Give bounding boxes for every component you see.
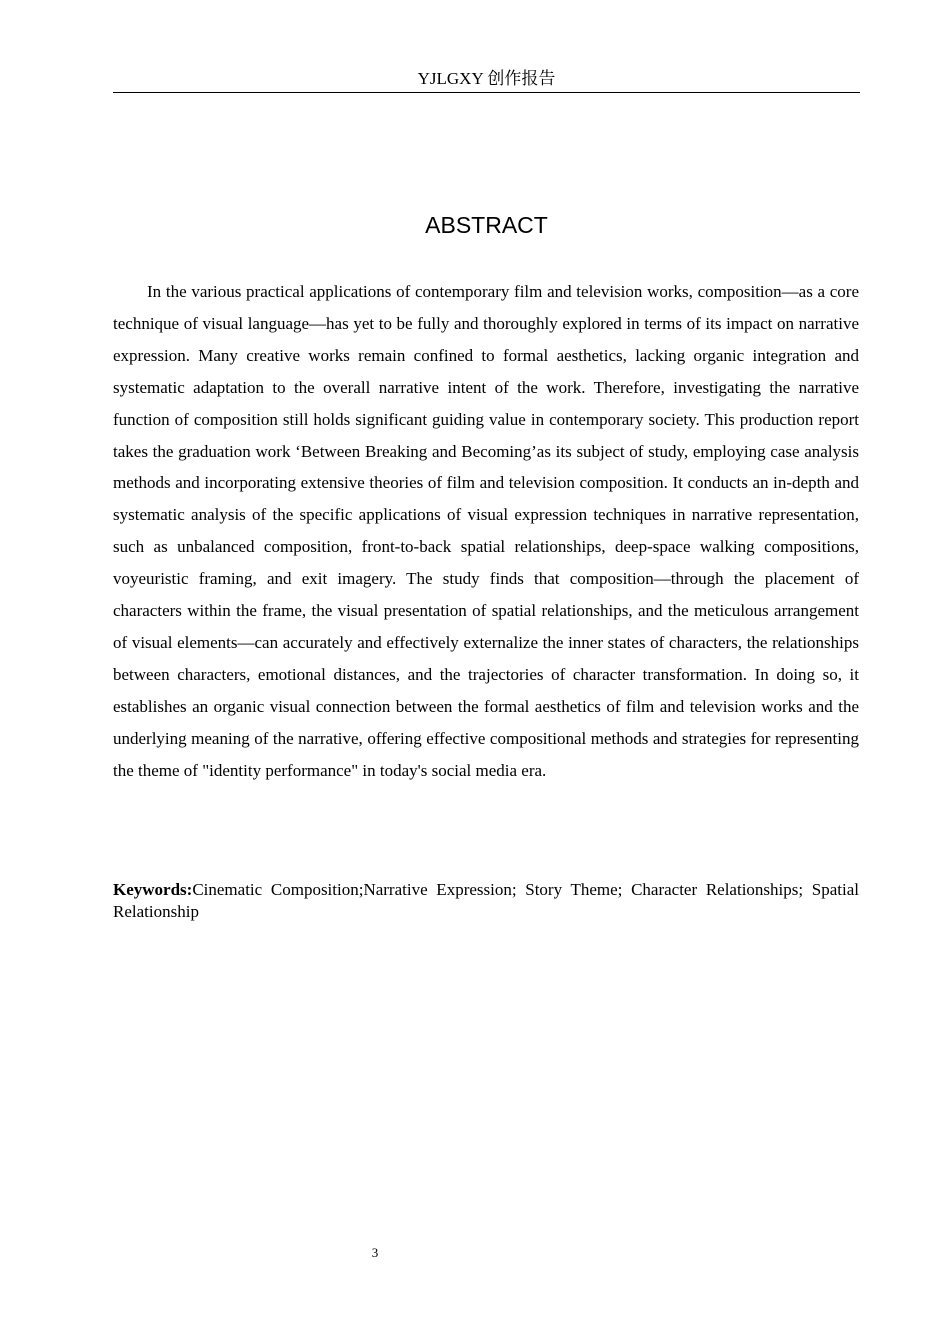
header-rule [113,92,860,93]
keywords-label: Keywords: [113,880,193,899]
keywords-text: Cinematic Composition;Narrative Expression; Story Theme; Character Relationships; Spatial Relationship [113,880,859,921]
abstract-body: In the various practical applications of contemporary film and television works, composition—as a core technique of visual language—has yet to be fully and thoroughly explored in terms of its impact on narrative expression. Many creative works remain confined to formal aesthetics, lacking organic integration and systematic adaptation to the overall narrative intent of the work. Therefore, investigating the narrative function of composition still holds significant guiding value in contemporary society. This production report takes the graduation work ‘Between Breaking and Becoming’as its subject of study, employing case analysis methods and incorporating extensive theories of film and television composition. It conducts an in-depth and systematic analysis of the specific applications of visual expression techniques in narrative representation, such as unbalanced composition, front-to-back spatial relationships, deep-space walking compositions, voyeuristic framing, and exit imagery. The study finds that composition—through the placement of characters within the frame, the visual presentation of spatial relationships, and the meticulous arrangement of visual elements—can accurately and effectively externalize the inner states of characters, the relationships between characters, emotional distances, and the trajectories of character transformation. In doing so, it establishes an organic visual connection between the formal aesthetics of film and television works and the underlying meaning of the narrative, offering effective compositional methods and strategies for representing the theme of "identity performance" in today's social media era. [113,282,859,780]
keywords-line [113,879,859,923]
abstract-title: ABSTRACT [425,212,548,238]
page-number: 3 [371,1245,379,1260]
running-header: YJLGXY 创作报告 [417,69,556,88]
